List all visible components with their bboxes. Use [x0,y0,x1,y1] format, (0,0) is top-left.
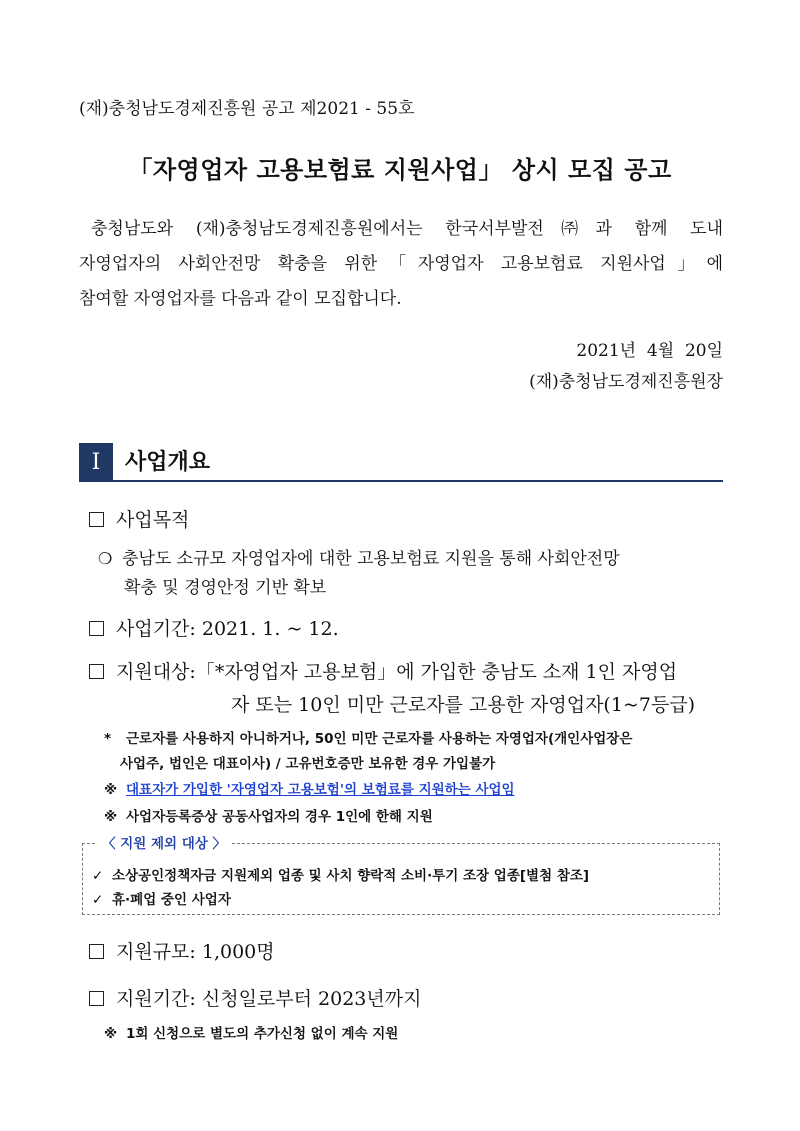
exclusion-item-1-text: 소상공인정책자금 지원제외 업종 및 사치 향락적 소비·투기 조장 업종[별첨 참조] [112,868,590,884]
item-support-period [89,984,421,1011]
reference-mark-icon: ※ [104,809,118,825]
item-target [89,657,677,684]
intro-line-1: 충청남도와 (재)충청남도경제진흥원에서는 한국서부발전㈜과 함께 도내 [91,219,723,239]
item-purpose [89,505,189,532]
notice-number: (재)충청남도경제진흥원 공고 제2021 - 55호 [79,99,415,119]
note-employee-condition [104,727,632,747]
exclusion-item-1 [92,864,589,884]
item-scale [89,937,275,964]
item-target-text-1: 지원대상:「*자영업자 고용보험」에 가입한 충남도 소재 1인 자영업 [116,661,678,683]
intro-line-3: 참여할 자영업자를 다음과 같이 모집합니다. [79,289,402,309]
item-support-period-text: 지원기간: 신청일로부터 2023년까지 [116,988,422,1010]
checkbox-icon [89,991,104,1006]
note-premium-link[interactable]: 대표자가 가입한 '자영업자 고용보험'의 보험료를 지원하는 사업임 [126,782,515,798]
note-joint-business [104,805,433,825]
issuer-name: (재)충청남도경제진흥원장 [529,372,723,392]
note-employee-line-1: 근로자를 사용하지 아니하거나, 50인 미만 근로자를 사용하는 자영업자(개인사업장은 [126,731,633,747]
asterisk-icon: * [104,731,112,747]
item-period [89,614,339,641]
note-premium-support [104,778,515,798]
check-mark-icon: ✓ [92,868,104,884]
section-number-badge: I [79,443,113,481]
item-target-text-2: 자 또는 10인 미만 근로자를 고용한 자영업자(1~7등급) [231,694,696,716]
purpose-detail-line-2: 확충 및 경영안정 기반 확보 [124,578,327,598]
notice-date: 2021년 4월 20일 [576,341,723,361]
check-mark-icon: ✓ [92,892,104,908]
checkbox-icon [89,664,104,679]
intro-paragraph [79,212,723,317]
item-purpose-label: 사업목적 [116,509,190,531]
exclusion-header: 〈 지원 제외 대상 〉 [96,832,232,852]
reference-mark-icon: ※ [104,1026,118,1042]
purpose-detail-line-1 [98,544,620,569]
checkbox-icon [89,944,104,959]
circle-bullet-icon: ❍ [98,549,113,568]
item-scale-text: 지원규모: 1,000명 [116,941,275,963]
section-divider [79,480,723,482]
note-continuous-support [104,1022,398,1042]
checkbox-icon [89,512,104,527]
section-title: 사업개요 [125,450,211,475]
exclusion-item-2-text: 휴·폐업 중인 사업자 [112,892,231,908]
note-employee-line-2: 사업주, 법인은 대표이사) / 고유번호증만 보유한 경우 가입불가 [120,756,496,772]
note-joint-text: 사업자등록증상 공동사업자의 경우 1인에 한해 지원 [126,809,433,825]
purpose-text-1: 충남도 소규모 자영업자에 대한 고용보험료 지원을 통해 사회안전망 [122,549,620,569]
item-period-text: 사업기간: 2021. 1. ~ 12. [116,618,339,640]
reference-mark-icon: ※ [104,782,118,798]
checkbox-icon [89,621,104,636]
note-continuous-text: 1회 신청으로 별도의 추가신청 없이 계속 지원 [126,1026,399,1042]
intro-line-2: 자영업자의 사회안전망 확충을 위한「자영업자 고용보험료 지원사업」에 [79,254,723,274]
exclusion-item-2 [92,888,231,908]
document-title: 「자영업자 고용보험료 지원사업」 상시 모집 공고 [128,156,672,184]
